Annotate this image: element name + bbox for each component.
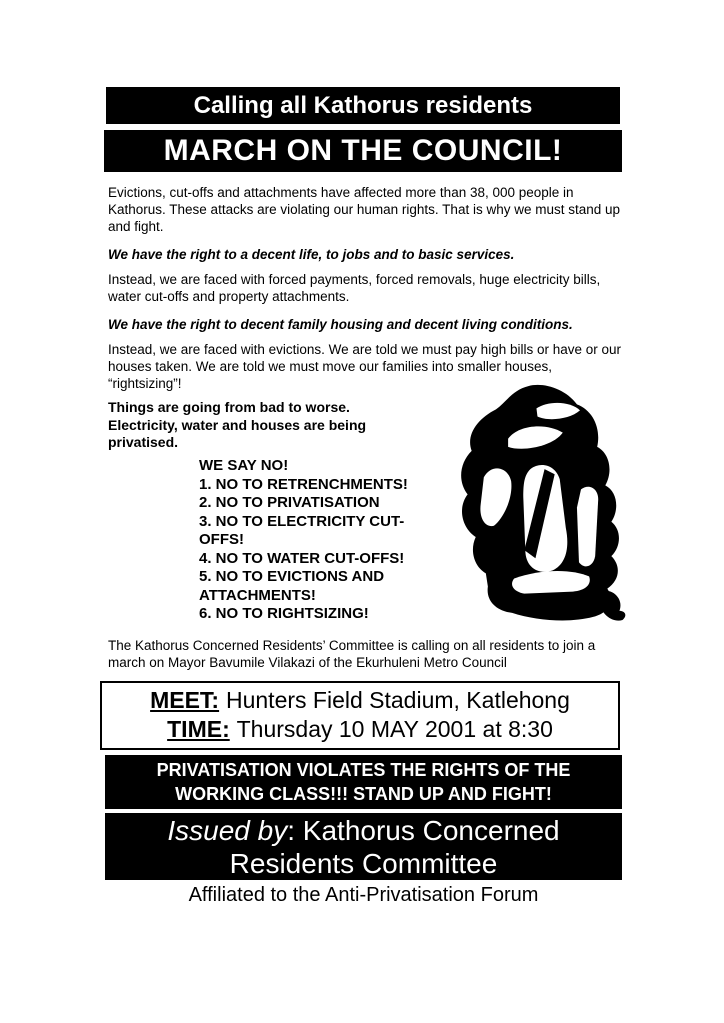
- issued-by-banner: [105, 813, 622, 880]
- time-line: [102, 715, 618, 744]
- meet-value: Hunters Field Stadium, Katlehong: [225, 687, 570, 713]
- banner-march-on-council: MARCH ON THE COUNCIL!: [104, 130, 622, 172]
- issued-by-text: [111, 814, 616, 880]
- issued-by-value: : Kathorus Concerned Residents Committee: [229, 814, 560, 879]
- issued-by-label: Issued by: [167, 814, 288, 846]
- demands-list: [199, 457, 435, 624]
- time-label: TIME:: [167, 716, 230, 742]
- paragraph-intro: Evictions, cut-offs and attachments have affected more than 38, 000 people in Kathorus. These attacks are violating our human rights. That is why we must stand up and fight.: [108, 185, 621, 234]
- demand-item: 3. NO TO ELECTRICITY CUT-OFFS!: [199, 512, 405, 548]
- meet-line: [102, 686, 618, 715]
- meeting-details-box: [100, 681, 620, 750]
- paragraph-call-to-march: The Kathorus Concerned Residents’ Committee is calling on all residents to join a march on Mayor Bavumile Vilakazi of the Ekurhuleni Metro Council: [108, 638, 596, 670]
- paragraph-right-to-life: We have the right to a decent life, to jobs and to basic services.: [108, 247, 515, 262]
- paragraph-bad-to-worse: Things are going from bad to worse. Electricity, water and houses are being privatised.: [108, 399, 367, 450]
- time-value: Thursday 10 MAY 2001 at 8:30: [236, 716, 553, 742]
- slogan-banner: [105, 755, 622, 809]
- paragraph-right-to-housing: We have the right to decent family housing and decent living conditions.: [108, 317, 573, 332]
- demand-item: 1. NO TO RETRENCHMENTS!: [199, 475, 408, 493]
- banner-calling-residents: Calling all Kathorus residents: [106, 87, 620, 124]
- demand-item: 5. NO TO EVICTIONS AND ATTACHMENTS!: [199, 568, 385, 604]
- paragraph-instead-evictions: Instead, we are faced with evictions. We are told we must pay high bills or have or our houses taken. We are told we must move our families into smaller houses, “rightsizing”!: [108, 342, 622, 391]
- affiliation-line: Affiliated to the Anti-Privatisation Forum: [188, 884, 539, 906]
- raised-fist-icon: [450, 376, 630, 624]
- demand-item: 4. NO TO WATER CUT-OFFS!: [199, 549, 405, 567]
- demand-item: 2. NO TO PRIVATISATION: [199, 494, 380, 511]
- demands-heading: WE SAY NO!: [199, 457, 289, 474]
- demand-item: 6. NO TO RIGHTSIZING!: [199, 605, 369, 622]
- meet-label: MEET:: [150, 687, 220, 713]
- paragraph-instead-payments: Instead, we are faced with forced payments, forced removals, huge electricity bills, water cut-offs and property attachments.: [108, 272, 601, 304]
- slogan-text: PRIVATISATION VIOLATES THE RIGHTS OF THE WORKING CLASS!!! STAND UP AND FIGHT!: [156, 760, 571, 804]
